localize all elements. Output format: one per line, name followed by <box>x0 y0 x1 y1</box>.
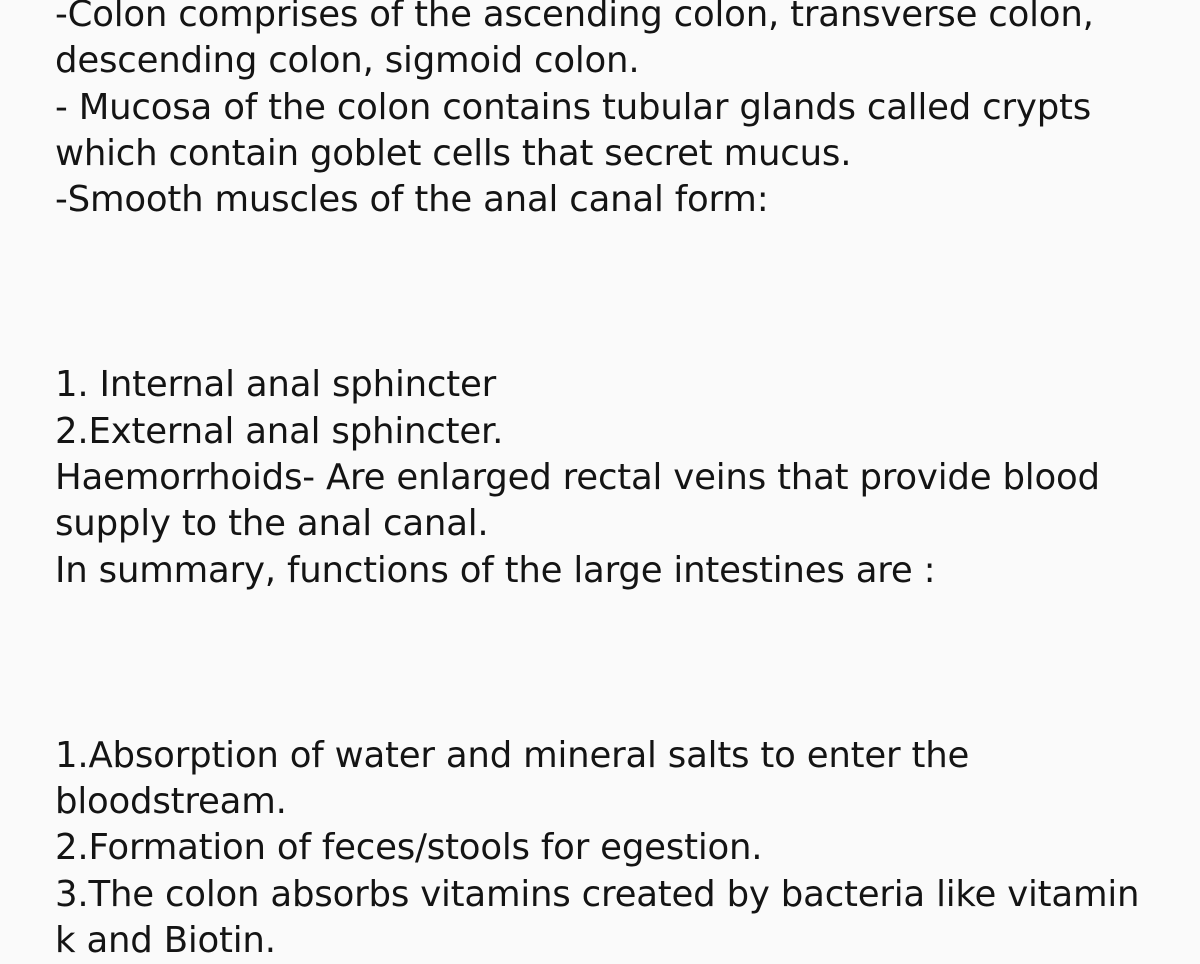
text-line: In summary, functions of the large intestines are : <box>55 549 936 591</box>
blank-space <box>55 223 1175 362</box>
text-line: k and Biotin. <box>55 919 276 961</box>
text-line: 1. Internal anal sphincter <box>55 364 496 406</box>
text-line: 1.Absorption of water and mineral salts to enter the <box>55 734 970 776</box>
text-line: Haemorrhoids- Are enlarged rectal veins that provide blood <box>55 456 1100 498</box>
text-line: supply to the anal canal. <box>55 503 489 545</box>
text-line: 2.Formation of feces/stools for egestion. <box>55 827 763 869</box>
text-line: - Mucosa of the colon contains tubular glands called crypts <box>55 86 1092 128</box>
text-line: 3.The colon absorbs vitamins created by bacteria like vitamin <box>55 873 1140 915</box>
text-line: -Colon comprises of the ascending colon, transverse colon, <box>55 0 1094 35</box>
blank-space <box>55 594 1175 733</box>
document-body <box>55 0 1175 964</box>
text-line: descending colon, sigmoid colon. <box>55 40 640 82</box>
text-line: -Smooth muscles of the anal canal form: <box>55 179 769 221</box>
text-line: which contain goblet cells that secret mucus. <box>55 132 852 174</box>
text-line: bloodstream. <box>55 781 287 823</box>
text-line: 2.External anal sphincter. <box>55 410 504 452</box>
